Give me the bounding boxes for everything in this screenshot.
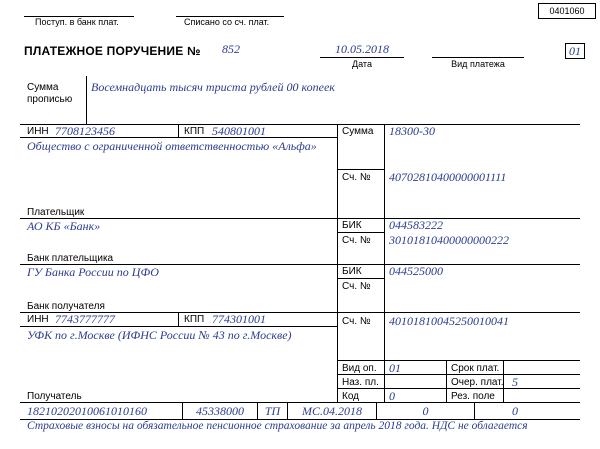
payment-purpose: Страховые взносы на обязательное пенсионное страхование за апрель 2018 года. НДС не облагается	[27, 420, 528, 432]
operation-line-2	[337, 374, 580, 375]
bik-corr-line	[337, 232, 384, 233]
debited-label: Списано со сч. плат.	[184, 17, 270, 27]
recipient-inn-label: ИНН	[27, 314, 49, 325]
inn-kpp-divider	[178, 124, 179, 137]
recipient-name: УФК по г.Москве (ИФНС России № 43 по г.Москве)	[27, 328, 292, 342]
recipient-bank-label: Банк получателя	[27, 301, 105, 312]
amount-words-divider	[86, 76, 87, 124]
code-value: 0	[389, 389, 395, 403]
payer-kpp: 540801001	[212, 124, 266, 138]
basis-value: ТП	[264, 404, 281, 418]
status-code: 01	[565, 43, 585, 59]
amount-label: Сумма	[342, 126, 374, 137]
order-value: 5	[512, 375, 518, 389]
doc-number-value: 0	[422, 404, 429, 418]
recipient-inn: 7743777777	[55, 312, 115, 326]
recipient-bottom-line	[20, 402, 580, 403]
period-value: МС.04.2018	[302, 404, 362, 418]
payment-type-line	[432, 57, 524, 58]
date-line	[320, 57, 404, 58]
date-label: Дата	[352, 59, 372, 69]
document-title: ПЛАТЕЖНОЕ ПОРУЧЕНИЕ №	[24, 44, 201, 58]
term-label: Срок плат.	[451, 363, 500, 374]
recipient-label: Получатель	[27, 391, 82, 402]
recipient-inn-kpp-divider	[178, 312, 179, 326]
payment-type-label: Вид платежа	[451, 59, 505, 69]
received-label: Поступ. в банк плат.	[35, 17, 119, 27]
operation-type-label: Вид оп.	[342, 363, 377, 374]
purpose-code-label: Наз. пл.	[342, 377, 379, 388]
recipient-bik-label: БИК	[342, 266, 362, 277]
payer-name: Общество с ограниченной ответственностью «Альфа»	[27, 139, 317, 153]
payer-bottom-line	[20, 218, 580, 219]
payer-account-label: Сч. №	[342, 172, 371, 183]
document-date: 10.05.2018	[335, 42, 389, 56]
recipient-account: 40101810045250010041	[389, 314, 509, 328]
document-number: 852	[222, 42, 240, 56]
form-code: 0401060	[538, 3, 596, 19]
doc-date-value: 0	[512, 404, 518, 418]
code-label: Код	[342, 391, 360, 402]
recipient-bank-name: ГУ Банка России по ЦФО	[27, 265, 159, 279]
payer-label: Плательщик	[27, 207, 85, 218]
tax-divider-1	[182, 402, 183, 419]
payer-inn: 7708123456	[55, 124, 115, 138]
payer-inn-label: ИНН	[27, 126, 49, 137]
recipient-kpp-label: КПП	[184, 314, 205, 325]
operation-mid-divider	[446, 360, 447, 402]
amount-words-label-1: Сумма	[27, 82, 59, 93]
operation-top-line	[337, 360, 580, 361]
amount-words-label-2: прописью	[27, 94, 73, 105]
payer-kpp-label: КПП	[184, 126, 205, 137]
amount-words-value: Восемнадцать тысяч триста рублей 00 копеек	[91, 80, 335, 94]
payer-account: 40702810400000001111	[389, 170, 507, 184]
reserve-label: Рез. поле	[451, 391, 495, 402]
amount-account-line	[337, 169, 384, 170]
payer-bik-label: БИК	[342, 220, 362, 231]
order-label: Очер. плат.	[451, 377, 504, 388]
oktmo-value: 45338000	[196, 404, 244, 418]
payer-bank-name: АО КБ «Банк»	[27, 219, 101, 233]
recipient-bik-corr-line	[337, 278, 384, 279]
recipient-kpp: 774301001	[212, 312, 266, 326]
recipient-account-label: Сч. №	[342, 316, 371, 327]
payer-bik: 044583222	[389, 218, 443, 232]
operation-type: 01	[389, 361, 401, 375]
amount-value: 18300-30	[389, 124, 435, 138]
recipient-bik: 044525000	[389, 264, 443, 278]
payer-corr-label: Сч. №	[342, 235, 371, 246]
kbk-value: 18210202010061010160	[27, 404, 147, 418]
payer-bank-label: Банк плательщика	[27, 253, 114, 264]
payer-corr-account: 30101810400000000222	[389, 233, 509, 247]
recipient-corr-label: Сч. №	[342, 281, 371, 292]
operation-line-3	[337, 388, 580, 389]
